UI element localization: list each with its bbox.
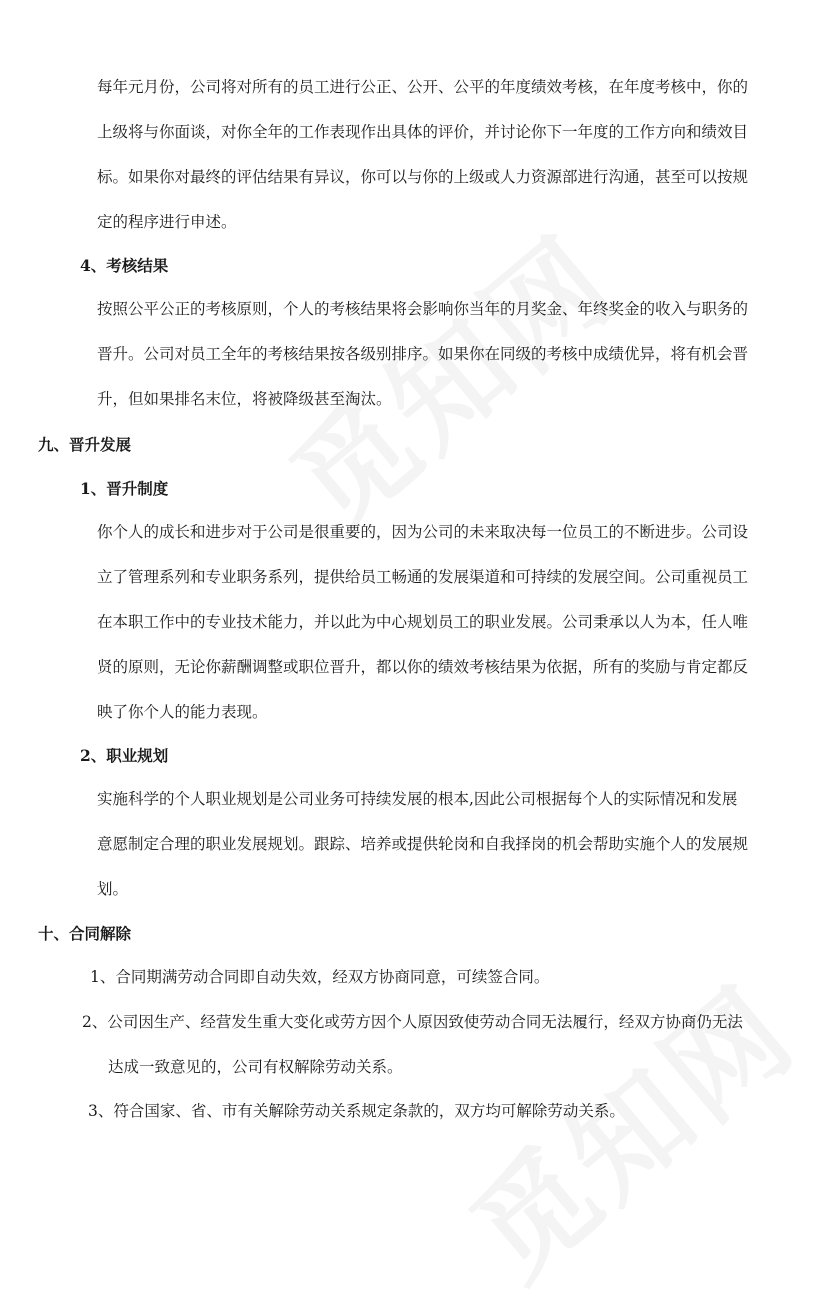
paragraph-line: 在本职工作中的专业技术能力，并以此为中心规划员工的职业发展。公司秉承以人为本，任人唯: [97, 613, 749, 631]
paragraph-line: 划。: [97, 880, 129, 898]
list-item: 1、合同期满劳动合同即自动失效，经双方协商同意，可续签合同。: [90, 968, 550, 986]
paragraph-line: 定的程序进行申述。: [97, 213, 237, 231]
paragraph-line: 标。如果你对最终的评估结果有异议，你可以与你的上级或人力资源部进行沟通，甚至可以按规: [97, 168, 749, 186]
heading-promotion-development: 九、晋升发展: [38, 435, 132, 454]
paragraph-line: 意愿制定合理的职业发展规划。跟踪、培养或提供轮岗和自我择岗的机会帮助实施个人的发展规: [97, 835, 749, 853]
paragraph-line: 实施科学的个人职业规划是公司业务可持续发展的根本,因此公司根据每个人的实际情况和发展: [97, 790, 738, 808]
paragraph-line: 升，但如果排名末位，将被降级甚至淘汰。: [97, 390, 392, 408]
list-item: 3、符合国家、省、市有关解除劳动关系规定条款的，双方均可解除劳动关系。: [88, 1102, 625, 1120]
heading-promotion-system: 1、晋升制度: [80, 479, 169, 498]
paragraph-line: 你个人的成长和进步对于公司是很重要的，因为公司的未来取决每一位员工的不断进步。公司设: [97, 523, 749, 541]
paragraph-line: 贤的原则，无论你薪酬调整或职位晋升，都以你的绩效考核结果为依据，所有的奖励与肯定都反: [97, 658, 749, 676]
heading-career-planning: 2、职业规划: [80, 746, 169, 765]
list-item: 2、公司因生产、经营发生重大变化或劳方因个人原因致使劳动合同无法履行，经双方协商仍无法: [82, 1013, 743, 1031]
paragraph-line: 上级将与你面谈，对你全年的工作表现作出具体的评价，并讨论你下一年度的工作方向和绩效目: [97, 123, 749, 141]
watermark-bottom: [430, 941, 824, 1310]
paragraph-line: 映了你个人的能力表现。: [97, 703, 268, 721]
paragraph-line: 每年元月份，公司将对所有的员工进行公正、公开、公平的年度绩效考核，在年度考核中，你的: [97, 78, 749, 96]
list-item-continuation: 达成一致意见的，公司有权解除劳动关系。: [108, 1058, 403, 1076]
heading-assessment-results: 4、考核结果: [80, 256, 169, 275]
paragraph-line: 立了管理系列和专业职务系列，提供给员工畅通的发展渠道和可持续的发展空间。公司重视员工: [97, 568, 749, 586]
watermark: [250, 191, 644, 560]
paragraph-line: 按照公平公正的考核原则，个人的考核结果将会影响你当年的月奖金、年终奖金的收入与职务的: [97, 300, 749, 318]
heading-contract-termination: 十、合同解除: [38, 924, 132, 943]
paragraph-line: 晋升。公司对员工全年的考核结果按各级别排序。如果你在同级的考核中成绩优异，将有机会晋: [97, 345, 749, 363]
